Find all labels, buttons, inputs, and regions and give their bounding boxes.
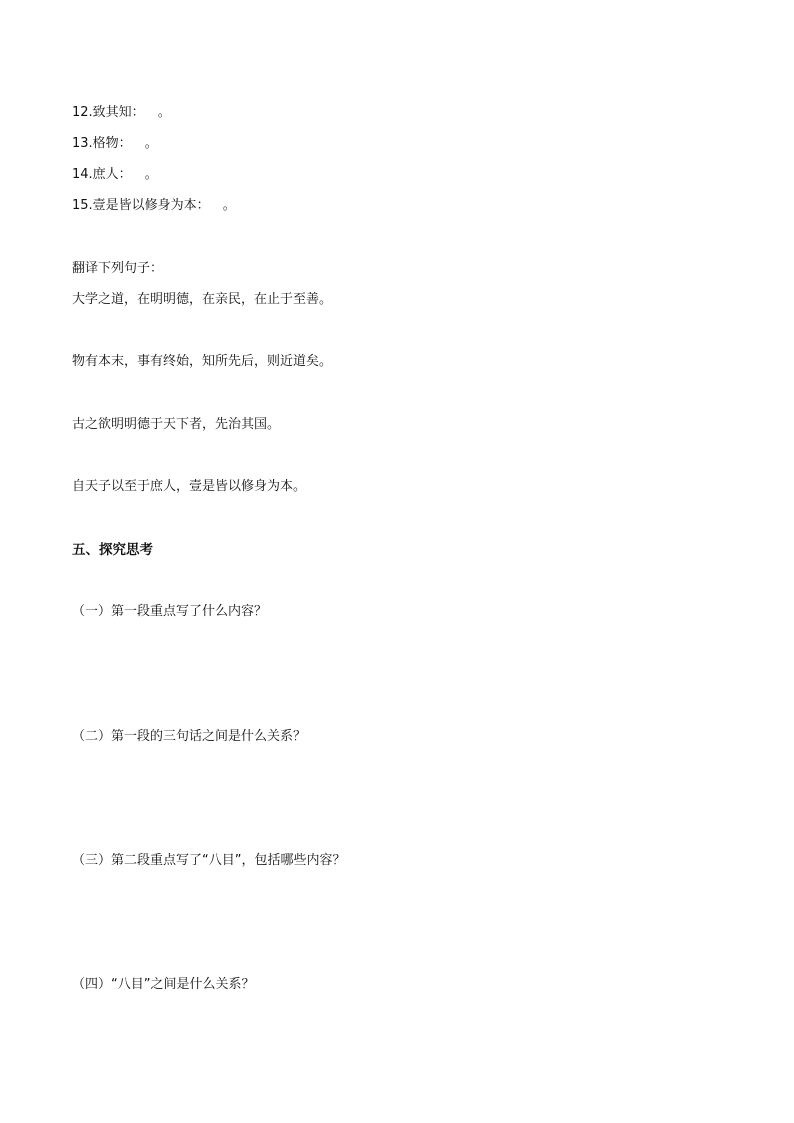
vocab-item-15 bbox=[72, 198, 236, 214]
question-2: （二）第一段的三句话之间是什么关系？ bbox=[72, 729, 307, 744]
translation-title: 翻译下列句子： bbox=[72, 261, 164, 276]
vocab-end: 。 bbox=[157, 105, 171, 120]
vocab-label: 12.致其知： bbox=[72, 105, 145, 120]
vocab-label: 14.庶人： bbox=[72, 167, 132, 182]
section-heading: 五、探究思考 bbox=[72, 542, 153, 558]
vocab-item-12 bbox=[72, 105, 171, 121]
answer-blank bbox=[132, 136, 145, 152]
answer-blank bbox=[132, 167, 145, 183]
answer-blank bbox=[145, 105, 158, 121]
vocab-item-13 bbox=[72, 136, 158, 152]
vocab-item-14 bbox=[72, 167, 158, 183]
vocab-label: 13.格物： bbox=[72, 136, 132, 151]
question-3: （三）第二段重点写了“八目”，包括哪些内容？ bbox=[72, 853, 346, 868]
vocab-end: 。 bbox=[222, 198, 236, 213]
translation-sentence-3: 古之欲明明德于天下者，先治其国。 bbox=[72, 417, 281, 432]
vocab-label: 15.壹是皆以修身为本： bbox=[72, 198, 210, 213]
question-4: （四）“八目”之间是什么关系？ bbox=[72, 977, 255, 992]
vocab-end: 。 bbox=[144, 167, 158, 182]
answer-blank bbox=[210, 198, 223, 214]
translation-sentence-1: 大学之道，在明明德，在亲民，在止于至善。 bbox=[72, 292, 333, 307]
translation-sentence-2: 物有本末，事有终始，知所先后，则近道矣。 bbox=[72, 354, 333, 369]
vocab-end: 。 bbox=[144, 136, 158, 151]
question-1: （一）第一段重点写了什么内容？ bbox=[72, 604, 268, 619]
translation-sentence-4: 自天子以至于庶人，壹是皆以修身为本。 bbox=[72, 479, 307, 494]
